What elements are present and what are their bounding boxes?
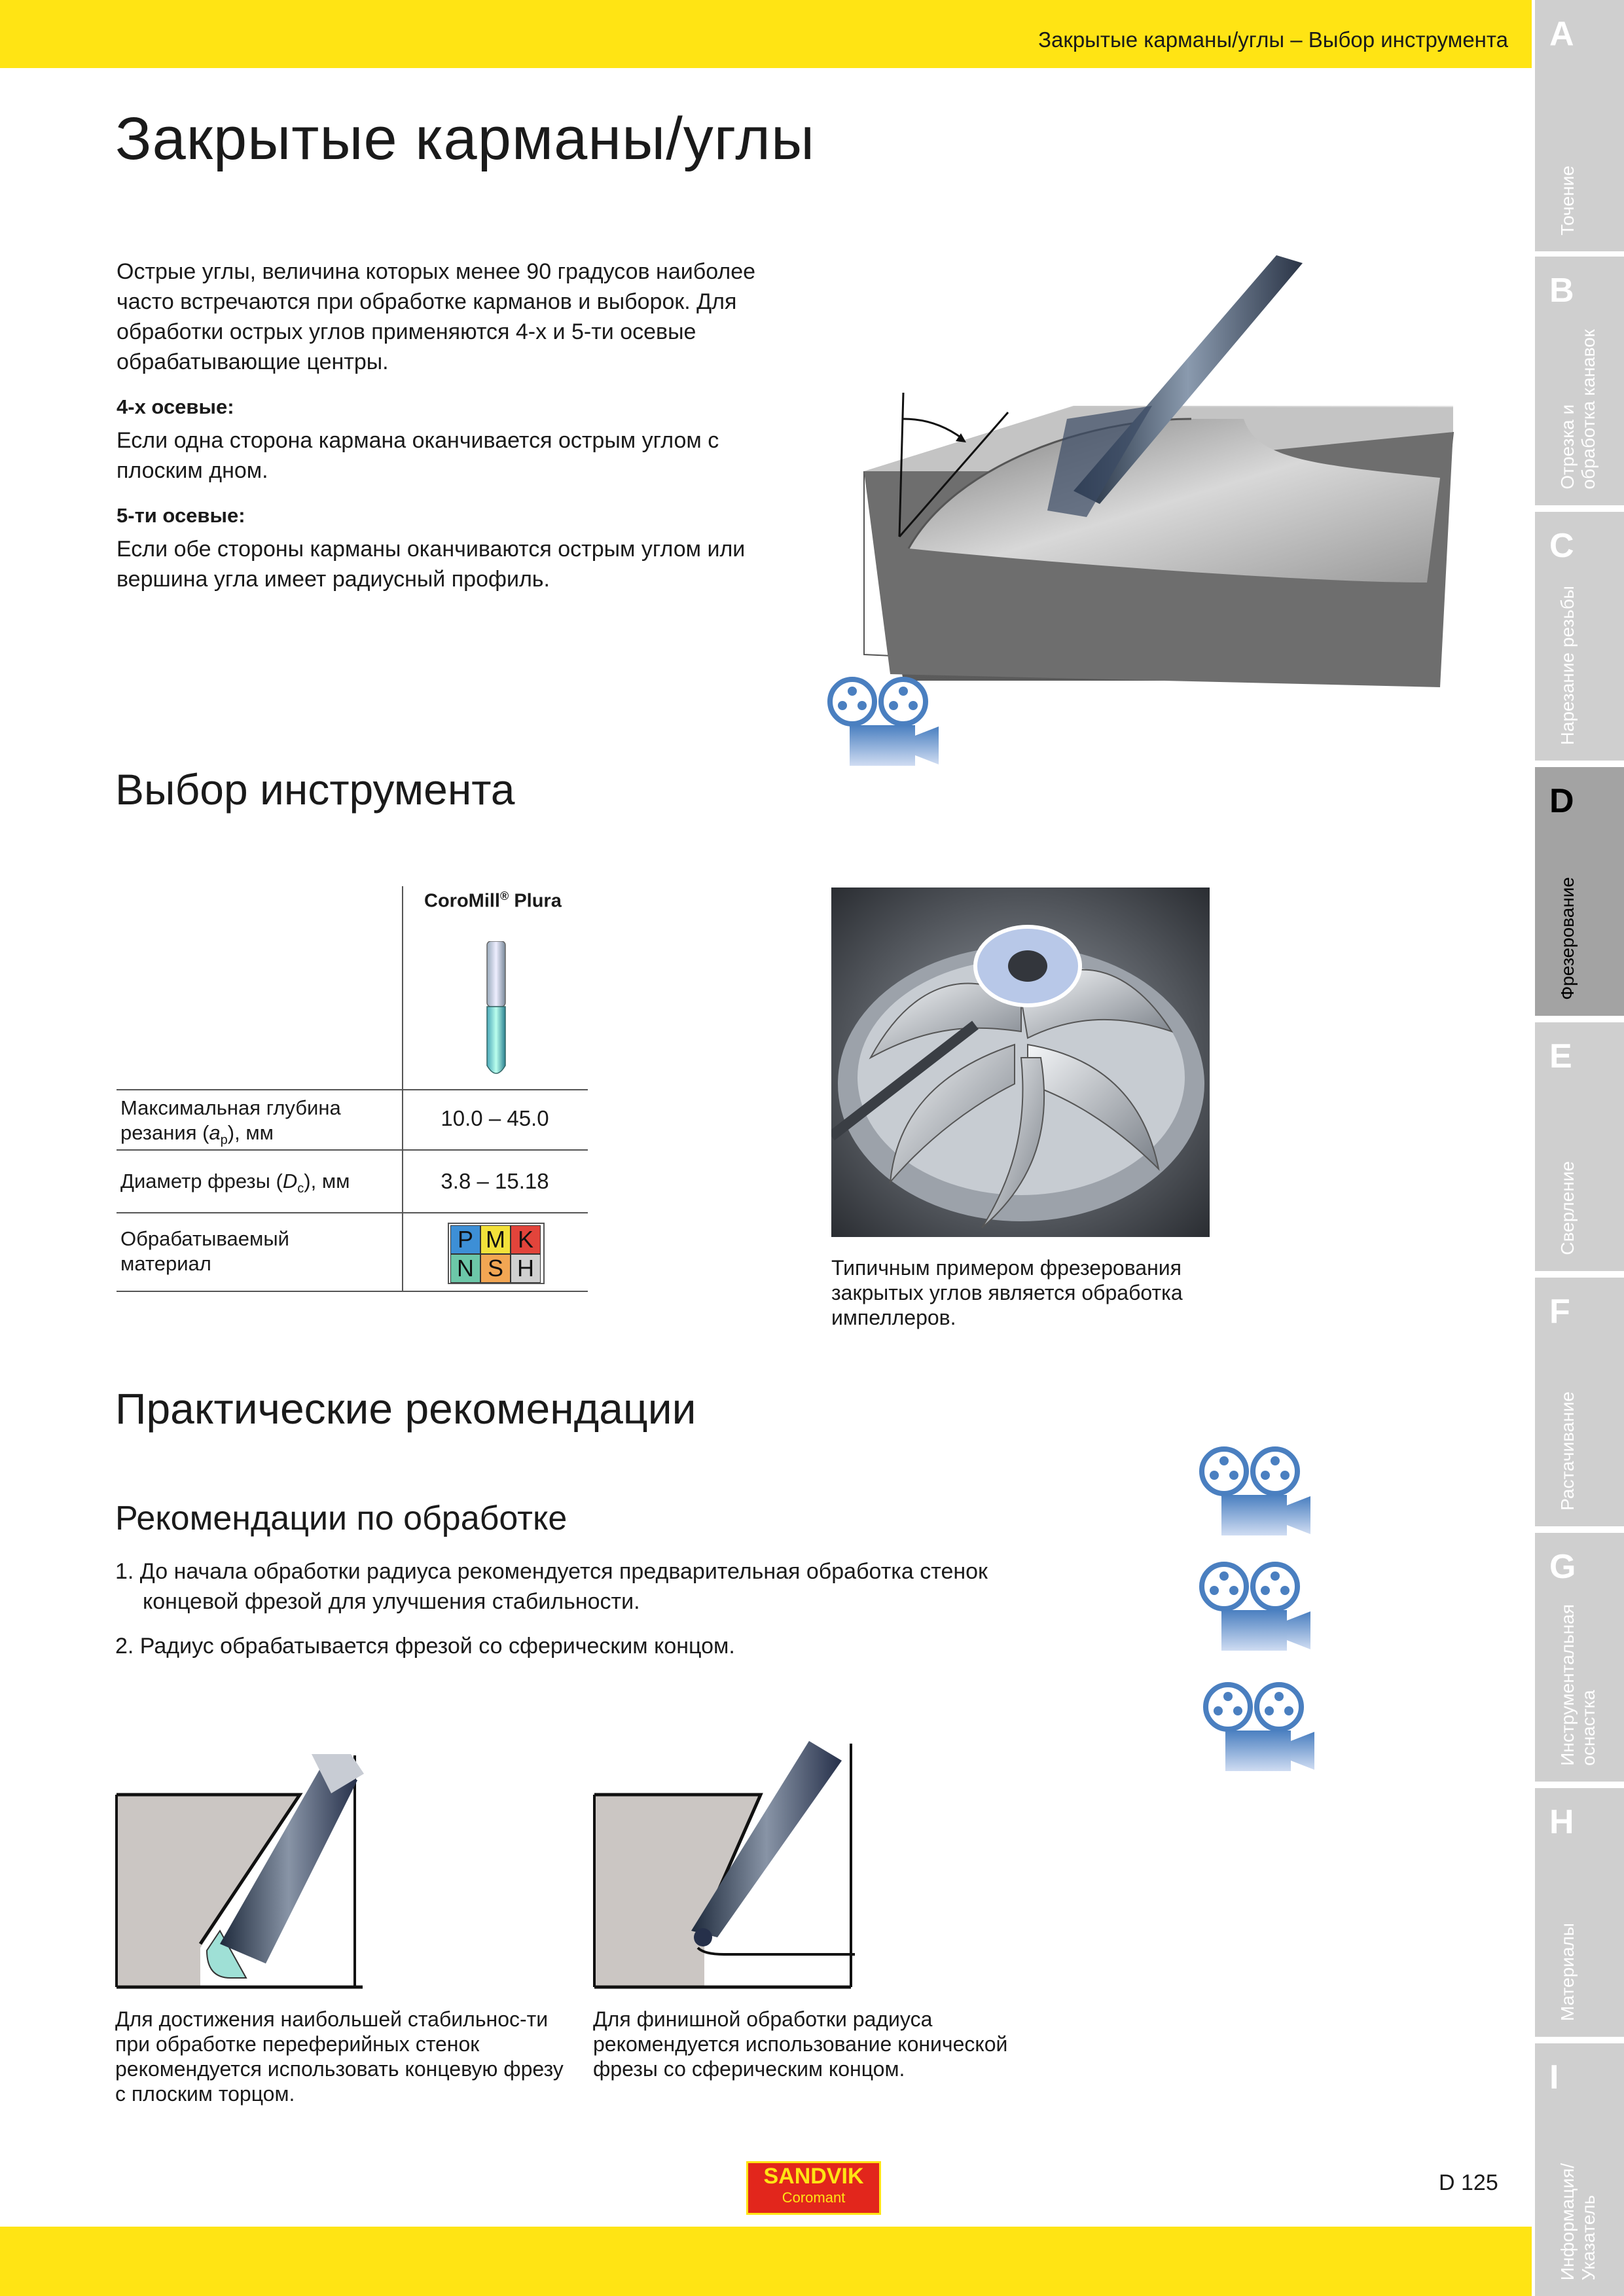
tab-g[interactable] xyxy=(1535,1533,1624,1782)
pocket-corner-illustration xyxy=(851,255,1466,687)
page-title: Закрытые карманы/углы xyxy=(115,105,816,172)
row-material-label: Обрабатываемый материал xyxy=(120,1227,289,1275)
tab-label: Нарезание резьбы xyxy=(1557,585,1578,745)
coromill-plura-icon xyxy=(474,941,520,1085)
video-projector-icon[interactable] xyxy=(826,677,939,768)
impeller-photo xyxy=(831,888,1210,1237)
tab-letter: I xyxy=(1549,2058,1559,2096)
flat-end-mill-diagram xyxy=(115,1754,364,1990)
tab-label: Материалы xyxy=(1557,1923,1578,2021)
tab-letter: G xyxy=(1549,1548,1576,1586)
tool-selection-heading: Выбор инструмента xyxy=(115,765,515,814)
flat-end-mill-caption: Для достижения наибольшей стабильнос-ти при обработке переферийных стенок рекомендуется использовать концевую фрезу с плоским торцом. xyxy=(115,2007,564,2106)
iso-n: N xyxy=(450,1254,480,1283)
tab-label: Отрезка и обработка канавок xyxy=(1557,329,1598,490)
iso-p: P xyxy=(450,1225,480,1254)
tab-label: Инструментальная оснастка xyxy=(1557,1604,1598,1766)
tab-letter: F xyxy=(1549,1293,1570,1331)
axis4-text: Если одна сторона кармана оканчивается острым углом с плоским дном. xyxy=(117,428,719,483)
iso-s: S xyxy=(480,1254,511,1283)
iso-m: M xyxy=(480,1225,511,1254)
recommendation-1: 1. До начала обработки радиуса рекомендуется предварительная обработка стенок концевой фрезой для улучшения стабильности. xyxy=(115,1559,988,1614)
tab-letter: B xyxy=(1549,272,1574,310)
impeller-caption: Типичным примером фрезерования закрытых углов является обработка импеллеров. xyxy=(831,1256,1183,1329)
header-title: Закрытые карманы/углы – Выбор инструмента xyxy=(1038,27,1508,52)
conical-ball-nose-diagram xyxy=(593,1741,855,1990)
tab-letter: E xyxy=(1549,1037,1572,1075)
tab-h[interactable] xyxy=(1535,1788,1624,2037)
chapter-tabs xyxy=(1535,0,1624,2296)
tab-letter: D xyxy=(1549,782,1574,820)
page-number: D 125 xyxy=(1439,2170,1498,2195)
header-bar xyxy=(0,0,1532,68)
row-depth-value: 10.0 – 45.0 xyxy=(441,1106,549,1130)
tab-c[interactable] xyxy=(1535,512,1624,761)
tab-label: Информация/ Указатель xyxy=(1557,2162,1598,2280)
axis5-text: Если обе стороны карманы оканчиваются острым углом или вершина угла имеет радиусный профиль. xyxy=(117,537,746,592)
tool-table xyxy=(117,870,588,1292)
practical-heading: Практические рекомендации xyxy=(115,1384,696,1433)
axis5-heading: 5-ти осевые: xyxy=(117,504,245,527)
recommendation-2: 2. Радиус обрабатывается фрезой со сферическим концом. xyxy=(115,1634,735,1659)
tab-letter: A xyxy=(1549,15,1574,53)
tab-label: Сверление xyxy=(1557,1161,1578,1255)
iso-h: H xyxy=(511,1254,541,1283)
tab-i[interactable] xyxy=(1535,2043,1624,2296)
tab-a[interactable] xyxy=(1535,0,1624,251)
row-diameter-value: 3.8 – 15.18 xyxy=(441,1169,549,1193)
tab-label: Фрезерование xyxy=(1557,877,1578,1000)
tab-label: Растачивание xyxy=(1557,1391,1578,1511)
axis4-heading: 4-х осевые: xyxy=(117,395,234,418)
iso-material-grid xyxy=(448,1223,545,1284)
row-diameter-label: Диаметр фрезы $(D_c)$, мм xyxy=(120,1170,350,1196)
tab-letter: C xyxy=(1549,527,1574,565)
tab-f[interactable] xyxy=(1535,1278,1624,1526)
video-projector-icon[interactable] xyxy=(1198,1562,1310,1653)
footer-bar xyxy=(0,2227,1532,2296)
intro-paragraph: Острые углы, величина которых менее 90 градусов наиболее часто встречаются при обработке карманов и выборок. Для обработки острых углов применяются 4-х и 5-ти осевые обрабатывающие центры. xyxy=(117,259,756,374)
tool-name: CoroMill® Plura xyxy=(424,889,562,912)
iso-k: K xyxy=(511,1225,541,1254)
tab-b[interactable] xyxy=(1535,257,1624,505)
video-projector-icon[interactable] xyxy=(1202,1682,1314,1774)
conical-ball-nose-caption: Для финишной обработки радиуса рекомендуется использование конической фрезы со сферическим концом. xyxy=(593,2007,1008,2081)
video-projector-icon[interactable] xyxy=(1198,1446,1310,1538)
tab-label: Точение xyxy=(1557,166,1578,236)
tab-e[interactable] xyxy=(1535,1022,1624,1271)
row-depth-label: Максимальная глубина резания $(a_p)$, мм xyxy=(120,1096,341,1148)
sandvik-logo: SANDVIK Coromant xyxy=(746,2161,881,2215)
tab-d[interactable] xyxy=(1535,767,1624,1016)
processing-subheading: Рекомендации по обработке xyxy=(115,1499,568,1537)
tab-letter: H xyxy=(1549,1803,1574,1841)
